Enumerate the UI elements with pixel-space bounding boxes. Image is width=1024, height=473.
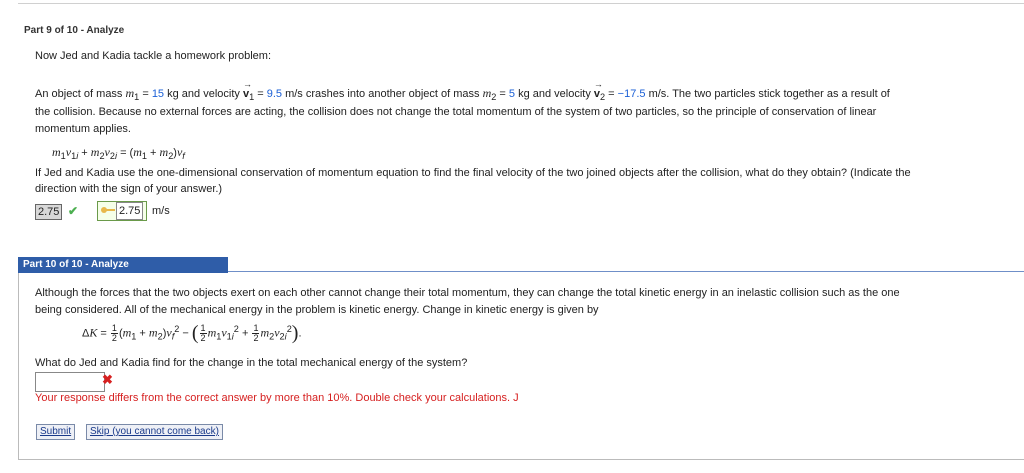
problem-text: An object of mass [35,88,123,100]
frame-border [18,459,1024,460]
frame-border [18,273,19,460]
mass2-value: 5 [508,88,516,100]
part10-header [18,257,228,273]
skip-button[interactable]: Skip (you cannot come back) [86,424,223,440]
problem-text: kg and velocity [518,88,591,100]
part10-question: What do Jed and Kadia find for the change in the total mechanical energy of the system? [35,357,468,369]
problem-text: m/s crashes into another object of mass [285,88,480,100]
question-line1: If Jed and Kadia use the one-dimensional conservation of momentum equation to find the final velocity of the two joined objects after the collision, what do they obtain? (Indicate the [35,167,911,179]
mass1-value: 15 [151,88,165,100]
kinetic-energy-equation: ΔK = $\frac{1}{2}$ $(m_1 + m_2)v_f^2$ − ( $\frac{1}{2}$ $m_1v_{1i}^2$ + $\frac{1}{2}$ $m_2v_{2i}^2$). [82,322,302,344]
problem-text: kg and velocity [167,88,240,100]
answer-value: 2.75 [116,202,143,220]
energy-answer-input[interactable] [35,372,105,392]
error-message: Your response differs from the correct answer by more than 10%. Double check your calculations. J [35,392,519,404]
problem-line3: momentum applies. [35,123,131,135]
section-divider [228,271,1024,272]
key-icon [101,205,115,215]
question-line2: direction with the sign of your answer.) [35,183,223,195]
submitted-answer: 2.75 [35,204,62,220]
part10-line1: Although the forces that the two objects exert on each other cannot change their total momentum, they can change the total kinetic energy in an inelastic collision such as the one [35,287,900,299]
part9-header: Part 9 of 10 - Analyze [24,25,125,36]
answer-key-box [97,201,147,221]
submit-button[interactable]: Submit [36,424,75,440]
velocity2-value: −17.5 [617,88,646,100]
momentum-equation: $m_1v_{1i} + m_2v_{2i} = (m_1 + m_2)v_f$ [52,145,185,162]
problem-line1: An object of mass $m_1 = 15$ kg and velocity → $v_1 = 9.5$ m/s crashes into another object of mass $m_2 = 5$ kg and velocity → $v_2 = -17.5$ m/s. The two particles stick together as a result of [35,86,890,102]
part10-line2: being considered. All of the mechanical energy in the problem is kinetic energy. Change in kinetic energy is given by [35,304,599,316]
top-divider [18,3,1024,4]
velocity1-value: 9.5 [266,88,283,100]
problem-text: m/s. The two particles stick together as a result of [648,88,890,100]
part9-intro: Now Jed and Kadia tackle a homework problem: [35,50,272,62]
checkmark-icon: ✔ [68,204,79,218]
answer-unit: m/s [152,205,170,217]
problem-line2: the collision. Because no external forces are acting, the collision does not change the total momentum of the system of two particles, so the principle of conservation of linear [35,106,877,118]
x-icon: ✖ [102,372,113,387]
part10-header-label: Part 10 of 10 - Analyze [23,259,129,270]
